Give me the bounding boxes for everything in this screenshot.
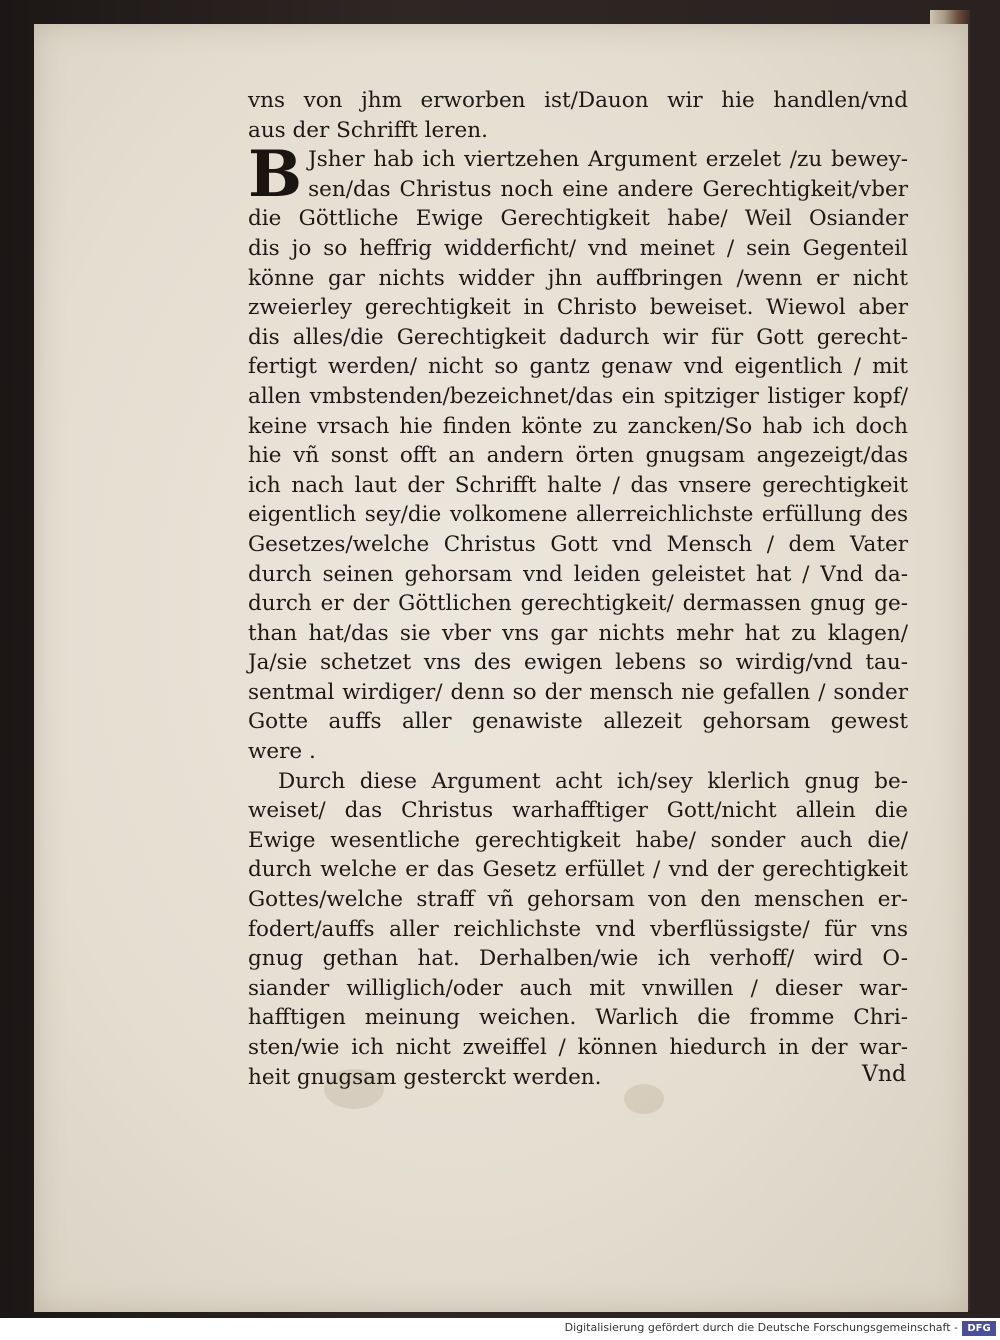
text-line: allen vmbstenden/bezeichnet/das ein spitziger listiger kopf/ [248, 383, 908, 409]
funding-credit: Digitalisierung gefördert durch die Deutsche Forschungsgemeinschaft - [564, 1321, 958, 1334]
text-line: than hat/das sie vber vns gar nichts mehr hat zu klagen/ [248, 620, 908, 646]
catchword: Vnd [862, 1062, 907, 1087]
text-line: hafftigen meinung weichen. Warlich die fromme Chri- [248, 1005, 908, 1031]
paragraph-1 [248, 137, 908, 766]
text-line: sten/wie ich nicht zweiffel / können hiedurch in der war- [248, 1035, 908, 1060]
text-line: hie vñ sonst offt an andern örten gnugsam angezeigt/das [248, 443, 908, 469]
text-line: durch welche er das Gesetz erfüllet / vnd der gerechtigkeit [248, 857, 908, 883]
text-line: ich nach laut der Schrifft halte / das vnsere gerechtigkeit [248, 472, 908, 498]
text-line: durch seinen gehorsam vnd leiden geleistet hat / Vnd da- [248, 561, 908, 587]
text-line: Ja/sie schetzet vns des ewigen lebens so wirdig/vnd tau- [248, 650, 908, 676]
text-line: keine vrsach hie finden könte zu zancken/So hab ich doch [248, 413, 908, 439]
decorated-initial: B [248, 137, 303, 213]
text-line: dis jo so heffrig widderficht/ vnd meinet / sein Gegenteil [248, 235, 908, 261]
page-text [248, 86, 908, 1092]
text-line: heit gnugsam gesterckt werden. [248, 1064, 602, 1090]
paragraph-2 [248, 767, 908, 1093]
dfg-logo[interactable]: DFG [962, 1321, 996, 1336]
text-line: könne gar nichts widder jhn auffbringen /wenn er nicht [248, 265, 908, 291]
text-line: Durch diese Argument acht ich/sey klerlich gnug be- [278, 768, 908, 794]
text-line: were . [248, 739, 316, 765]
footer-bar [0, 1318, 1000, 1340]
text-line: fodert/auffs aller reichlichste vnd vberflüssigste/ für vns [248, 916, 908, 942]
text-line: weiset/ das Christus warhafftiger Gott/nicht allein die [248, 798, 908, 824]
text-line: die Göttliche Ewige Gerechtigkeit habe/ Weil Osiander [248, 206, 908, 232]
text-line: Gotte auffs aller genawiste allezeit gehorsam gewest [248, 709, 908, 735]
text-line: aus der Schrifft leren. [248, 117, 488, 143]
text-line: siander williglich/oder auch mit vnwillen / dieser war- [248, 975, 908, 1001]
text-line: sentmal wirdiger/ denn so der mensch nie gefallen / sonder [248, 679, 908, 705]
text-line: Gesetzes/welche Christus Gott vnd Mensch / dem Vater [248, 531, 908, 557]
text-line: fertigt werden/ nicht so gantz genaw vnd eigentlich / mit [248, 354, 908, 380]
text-line: Ewige wesentliche gerechtigkeit habe/ sonder auch die/ [248, 827, 908, 853]
text-line: vns von jhm erworben ist/Dauon wir hie handlen/vnd [248, 88, 908, 113]
text-line: Gottes/welche straff vñ gehorsam von den menschen er- [248, 887, 908, 913]
text-line: eigentlich sey/die volkomene allerreichlichste erfüllung des [248, 502, 908, 528]
text-line: sen/das Christus noch eine andere Gerechtigkeit/vber [308, 176, 908, 202]
text-line: durch er der Göttlichen gerechtigkeit/ dermassen gnug ge- [248, 591, 908, 617]
text-line: dis alles/die Gerechtigkeit dadurch wir für Gott gerecht- [248, 324, 908, 350]
text-line: gnug gethan hat. Derhalben/wie ich verhoff/ wird O- [248, 946, 908, 972]
text-line: zweierley gerechtigkeit in Christo beweiset. Wiewol aber [248, 295, 908, 321]
text-line: Jsher hab ich viertzehen Argument erzelet /zu bewey- [308, 147, 908, 173]
